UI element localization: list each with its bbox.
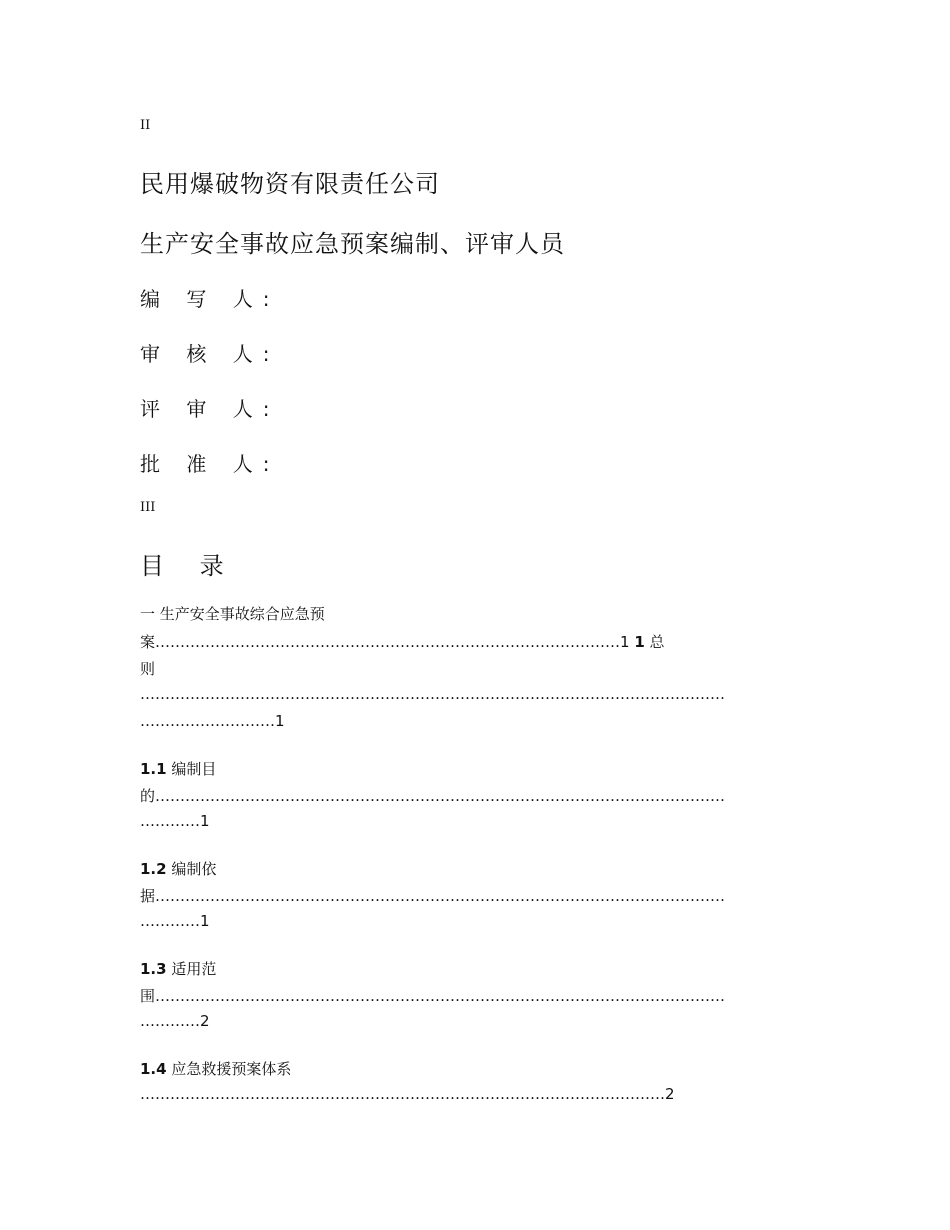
toc-entry-line [140,1085,675,1103]
signatory-reviewer: 审 核 人: [140,342,280,366]
toc-entry-line [140,912,210,930]
toc-entry-text: 编制目 [171,760,217,778]
toc-entry-number: 1.3 [140,960,167,978]
toc-leader-dots: …………………………………………………………………………………………… [140,1085,665,1103]
signatory-approver: 批 准 人: [140,452,280,476]
toc-entry-line: 案…………………………………………………………………………………1 1 总 [140,633,665,651]
toc-entry-number: 1.4 [140,1060,167,1078]
toc-entry-text-tail: 据 [140,887,156,905]
toc-entry-text-tail: 的 [140,787,156,805]
toc-entry-number: 1 [634,633,645,651]
toc-entry-text: 应急救援预案体系 [171,1060,292,1078]
cover-subtitle: 生产安全事故应急预案编制、评审人员 [140,230,565,258]
toc-entry-text-tail: 案 [140,633,156,651]
toc-entry-page: 2 [665,1085,675,1103]
toc-entry[interactable] [140,758,216,779]
toc-entry-line [140,812,210,830]
toc-entry-line [140,785,810,806]
toc-entry-page: 1 [200,812,210,830]
toc-entry-page: 1 [200,912,210,930]
toc-leader-dots: ……………………… [140,712,275,730]
toc-entry-line [140,985,810,1006]
toc-leader-dots: …………………………………………………………………………………………………… [155,987,726,1005]
toc-entry-page: 2 [200,1012,210,1030]
toc-leader-dots: …………………………………………………………………………………………………… [155,787,726,805]
toc-entry-page: 1 [275,712,285,730]
toc-entry-text: 生产安全事故综合应急预 [159,605,325,623]
toc-entry[interactable] [140,603,325,624]
toc-entry[interactable] [140,1058,291,1079]
toc-entry-line [140,1012,210,1030]
toc-leader-dots: ………… [140,912,200,930]
toc-entry[interactable] [140,958,216,979]
toc-entry-number: 1.2 [140,860,167,878]
toc-leader-dots: ………… [140,1012,200,1030]
toc-leader-dots: ………………………………………………………………………………… [155,633,621,651]
toc-entry-page: 1 [620,633,630,651]
toc-leader-dots: ……………………………………………………………………………………………………… [140,685,725,703]
toc-entry-text-tail: 则 [140,660,156,678]
toc-entry-text: 适用范 [171,960,217,978]
toc-entry[interactable] [140,858,216,879]
toc-entry-text-tail: 围 [140,987,156,1005]
toc-entry-text: 编制依 [171,860,217,878]
signatory-evaluator: 评 审 人: [140,397,280,421]
company-title: 民用爆破物资有限责任公司 [140,170,440,198]
toc-entry[interactable] [140,658,155,679]
toc-entry-line [140,712,285,730]
toc-title: 目 录 [140,552,238,580]
page-mark-ii: II [140,118,151,133]
signatory-writer: 编 写 人: [140,287,280,311]
toc-entry-line [140,885,810,906]
toc-leader-dots: ………… [140,812,200,830]
page-mark-iii: III [140,500,156,515]
toc-leader-dots: …………………………………………………………………………………………………… [155,887,726,905]
toc-entry-number: 1.1 [140,760,167,778]
toc-entry-number: 一 [140,605,156,623]
